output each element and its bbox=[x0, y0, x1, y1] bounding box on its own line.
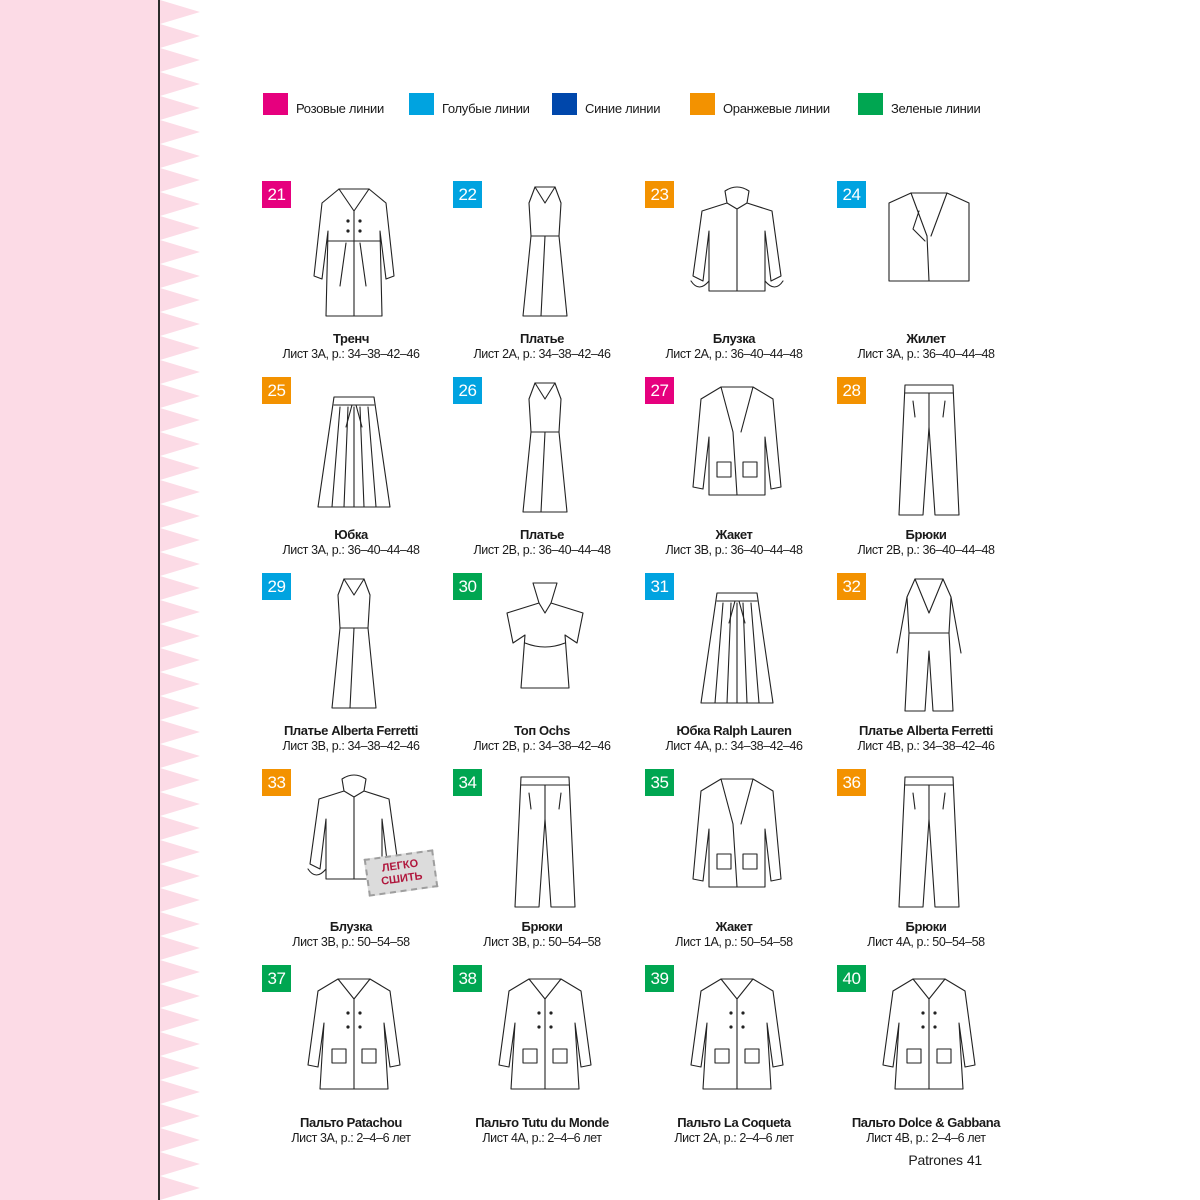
pattern-number-badge: 40 bbox=[837, 965, 866, 992]
pattern-name: Платье Alberta Ferretti bbox=[283, 723, 419, 738]
trousers-icon bbox=[485, 769, 605, 914]
pattern-number-badge: 26 bbox=[453, 377, 482, 404]
pattern-name: Тренч bbox=[332, 331, 370, 346]
jacket-icon bbox=[677, 769, 797, 914]
pattern-card bbox=[449, 960, 635, 1150]
pattern-number-badge: 31 bbox=[645, 573, 674, 600]
pattern-sheet-sizes: Лист 2А, р.: 36–40–44–48 bbox=[665, 347, 803, 361]
pattern-card bbox=[833, 372, 1019, 562]
pattern-sheet-sizes: Лист 4В, р.: 2–4–6 лет bbox=[866, 1131, 986, 1145]
pattern-number-badge: 38 bbox=[453, 965, 482, 992]
pattern-card bbox=[641, 764, 827, 954]
pattern-name: Блузка bbox=[329, 919, 373, 934]
page-number: 41 bbox=[966, 1152, 982, 1168]
pattern-sheet-sizes: Лист 3А, р.: 2–4–6 лет bbox=[291, 1131, 411, 1145]
jacket-icon bbox=[677, 377, 797, 522]
skirt-icon bbox=[294, 377, 414, 522]
legend-label: Голубые линии bbox=[442, 101, 530, 116]
coat-icon bbox=[677, 965, 797, 1110]
pattern-number-badge: 37 bbox=[262, 965, 291, 992]
trousers-icon bbox=[869, 769, 989, 914]
legend-swatch bbox=[858, 93, 883, 115]
stamp-text: СШИТЬ bbox=[380, 870, 424, 888]
pattern-card bbox=[258, 568, 444, 758]
trousers-icon bbox=[869, 377, 989, 522]
pattern-name: Топ Ochs bbox=[514, 723, 570, 738]
legend-label: Оранжевые линии bbox=[723, 101, 830, 116]
pattern-sheet-sizes: Лист 2В, р.: 34–38–42–46 bbox=[473, 739, 611, 753]
pattern-number-badge: 29 bbox=[262, 573, 291, 600]
dress-icon bbox=[294, 573, 414, 718]
page-edge-strip bbox=[0, 0, 158, 1200]
pattern-sheet-sizes: Лист 3А, р.: 34–38–42–46 bbox=[282, 347, 420, 361]
jumpsuit-icon bbox=[869, 573, 989, 718]
legend-label: Розовые линии bbox=[296, 101, 384, 116]
pattern-name: Жакет bbox=[715, 919, 753, 934]
pattern-card bbox=[641, 176, 827, 366]
pattern-card bbox=[258, 176, 444, 366]
pattern-number-badge: 34 bbox=[453, 769, 482, 796]
pattern-name: Жилет bbox=[906, 331, 946, 346]
dress-icon bbox=[485, 377, 605, 522]
pattern-name: Пальто La Coqueta bbox=[677, 1115, 791, 1130]
pattern-card bbox=[641, 372, 827, 562]
pattern-sheet-sizes: Лист 3В, р.: 50–54–58 bbox=[292, 935, 410, 949]
coat-icon bbox=[294, 965, 414, 1110]
pattern-number-badge: 21 bbox=[262, 181, 291, 208]
pattern-name: Платье Alberta Ferretti bbox=[858, 723, 994, 738]
pattern-number-badge: 36 bbox=[837, 769, 866, 796]
pattern-card bbox=[833, 764, 1019, 954]
pattern-sheet-sizes: Лист 4В, р.: 34–38–42–46 bbox=[857, 739, 995, 753]
pattern-sheet-sizes: Лист 3А, р.: 36–40–44–48 bbox=[857, 347, 995, 361]
legend-swatch bbox=[263, 93, 288, 115]
color-legend bbox=[263, 93, 993, 117]
easy-sew-stamp bbox=[364, 849, 439, 896]
pattern-sheet-sizes: Лист 2В, р.: 36–40–44–48 bbox=[473, 543, 611, 557]
pattern-number-badge: 28 bbox=[837, 377, 866, 404]
pattern-sheet-sizes: Лист 2В, р.: 36–40–44–48 bbox=[857, 543, 995, 557]
pattern-card bbox=[449, 372, 635, 562]
pattern-card bbox=[449, 568, 635, 758]
pattern-sheet-sizes: Лист 3А, р.: 36–40–44–48 bbox=[282, 543, 420, 557]
pattern-name: Брюки bbox=[905, 919, 947, 934]
legend-label: Синие линии bbox=[585, 101, 661, 116]
pattern-number-badge: 30 bbox=[453, 573, 482, 600]
trench-coat-icon bbox=[294, 181, 414, 326]
pattern-number-badge: 22 bbox=[453, 181, 482, 208]
pattern-name: Блузка bbox=[712, 331, 756, 346]
pattern-card bbox=[641, 568, 827, 758]
pattern-card bbox=[449, 764, 635, 954]
pattern-name: Жакет bbox=[715, 527, 753, 542]
coat-icon bbox=[485, 965, 605, 1110]
pattern-card bbox=[833, 568, 1019, 758]
pattern-sheet-sizes: Лист 3В, р.: 34–38–42–46 bbox=[282, 739, 420, 753]
dress-icon bbox=[485, 181, 605, 326]
legend-swatch bbox=[409, 93, 434, 115]
top-icon bbox=[485, 573, 605, 718]
vest-icon bbox=[869, 181, 989, 326]
pattern-number-badge: 25 bbox=[262, 377, 291, 404]
pattern-name: Пальто Tutu du Monde bbox=[475, 1115, 609, 1130]
pattern-name: Брюки bbox=[905, 527, 947, 542]
coat-icon bbox=[869, 965, 989, 1110]
blouse-icon bbox=[677, 181, 797, 326]
pattern-number-badge: 33 bbox=[262, 769, 291, 796]
pattern-card bbox=[258, 764, 444, 954]
skirt-icon bbox=[677, 573, 797, 718]
pattern-number-badge: 32 bbox=[837, 573, 866, 600]
page-footer bbox=[904, 1152, 982, 1168]
pattern-number-badge: 23 bbox=[645, 181, 674, 208]
pattern-sheet-sizes: Лист 4А, р.: 34–38–42–46 bbox=[665, 739, 803, 753]
pattern-sheet-sizes: Лист 4А, р.: 2–4–6 лет bbox=[482, 1131, 602, 1145]
pattern-catalog bbox=[258, 176, 1001, 1151]
stamp-text: ЛЕГКО bbox=[381, 857, 419, 875]
legend-label: Зеленые линии bbox=[891, 101, 981, 116]
magazine-name: Patrones bbox=[908, 1152, 963, 1168]
pattern-name: Платье bbox=[519, 331, 565, 346]
pattern-card bbox=[641, 960, 827, 1150]
pattern-name: Юбка bbox=[334, 527, 368, 542]
pattern-name: Юбка Ralph Lauren bbox=[676, 723, 792, 738]
zigzag-border bbox=[158, 0, 202, 1200]
legend-swatch bbox=[552, 93, 577, 115]
pattern-card bbox=[258, 960, 444, 1150]
pattern-number-badge: 35 bbox=[645, 769, 674, 796]
pattern-sheet-sizes: Лист 1А, р.: 50–54–58 bbox=[675, 935, 793, 949]
pattern-sheet-sizes: Лист 2А, р.: 34–38–42–46 bbox=[473, 347, 611, 361]
pattern-card bbox=[449, 176, 635, 366]
pattern-card bbox=[833, 176, 1019, 366]
pattern-name: Пальто Patachou bbox=[300, 1115, 402, 1130]
pattern-sheet-sizes: Лист 3В, р.: 36–40–44–48 bbox=[665, 543, 803, 557]
pattern-sheet-sizes: Лист 3В, р.: 50–54–58 bbox=[483, 935, 601, 949]
page-divider bbox=[158, 0, 160, 1200]
pattern-card bbox=[258, 372, 444, 562]
pattern-sheet-sizes: Лист 2А, р.: 2–4–6 лет bbox=[674, 1131, 794, 1145]
pattern-name: Платье bbox=[519, 527, 565, 542]
pattern-number-badge: 39 bbox=[645, 965, 674, 992]
pattern-number-badge: 24 bbox=[837, 181, 866, 208]
pattern-name: Пальто Dolce & Gabbana bbox=[851, 1115, 1001, 1130]
pattern-name: Брюки bbox=[521, 919, 563, 934]
legend-swatch bbox=[690, 93, 715, 115]
pattern-card bbox=[833, 960, 1019, 1150]
pattern-number-badge: 27 bbox=[645, 377, 674, 404]
pattern-sheet-sizes: Лист 4А, р.: 50–54–58 bbox=[867, 935, 985, 949]
